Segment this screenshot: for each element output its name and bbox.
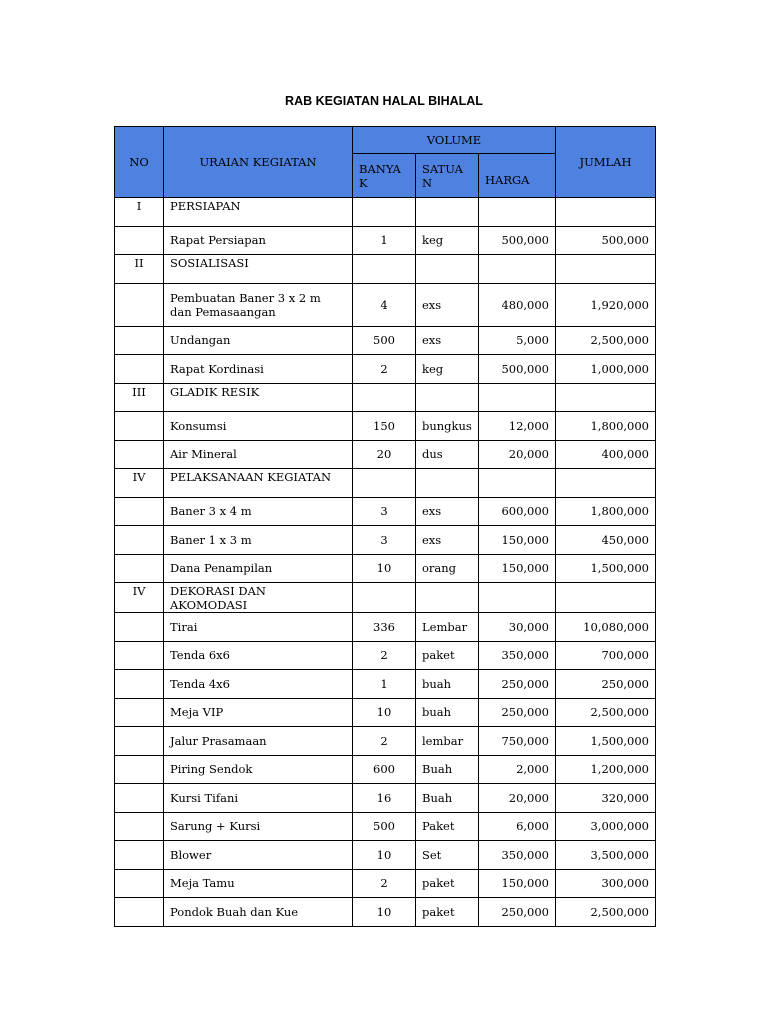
banyak-cell: 1 (353, 670, 416, 699)
satuan-cell (416, 469, 479, 498)
uraian-cell: Dana Penampilan (164, 554, 353, 583)
table-row (115, 554, 656, 583)
table-row (115, 526, 656, 555)
satuan-cell (416, 583, 479, 613)
harga-cell: 20,000 (479, 784, 556, 813)
satuan-cell: Paket (416, 812, 479, 841)
banyak-cell: 150 (353, 412, 416, 441)
table-row (115, 355, 656, 384)
row-no-cell: IV (115, 469, 164, 498)
banyak-cell: 10 (353, 898, 416, 927)
banyak-cell: 4 (353, 283, 416, 326)
harga-cell: 500,000 (479, 226, 556, 255)
row-no-cell: I (115, 198, 164, 227)
banyak-cell: 1 (353, 226, 416, 255)
section-row (115, 583, 656, 613)
jumlah-cell: 1,800,000 (556, 412, 656, 441)
table-row (115, 841, 656, 870)
row-no-cell (115, 355, 164, 384)
uraian-cell: Meja VIP (164, 698, 353, 727)
uraian-cell: PELAKSANAAN KEGIATAN (164, 469, 353, 498)
uraian-cell: Air Mineral (164, 440, 353, 469)
satuan-cell: buah (416, 698, 479, 727)
uraian-cell: Piring Sendok (164, 755, 353, 784)
jumlah-cell: 1,500,000 (556, 727, 656, 756)
harga-cell: 6,000 (479, 812, 556, 841)
row-no-cell (115, 440, 164, 469)
header-satuan: SATUA N (416, 154, 479, 198)
banyak-cell: 2 (353, 869, 416, 898)
harga-cell: 2,000 (479, 755, 556, 784)
table-row (115, 727, 656, 756)
banyak-cell: 10 (353, 841, 416, 870)
table-row (115, 812, 656, 841)
satuan-cell: Set (416, 841, 479, 870)
row-no-cell (115, 641, 164, 670)
table-row (115, 412, 656, 441)
table-row (115, 613, 656, 642)
satuan-cell: Buah (416, 755, 479, 784)
banyak-cell: 2 (353, 641, 416, 670)
table-row (115, 869, 656, 898)
satuan-cell (416, 198, 479, 227)
banyak-cell: 16 (353, 784, 416, 813)
harga-cell: 20,000 (479, 440, 556, 469)
harga-cell: 250,000 (479, 670, 556, 699)
jumlah-cell: 2,500,000 (556, 698, 656, 727)
uraian-cell: Undangan (164, 326, 353, 355)
header-jumlah: JUMLAH (556, 127, 656, 198)
jumlah-cell: 320,000 (556, 784, 656, 813)
jumlah-cell: 1,920,000 (556, 283, 656, 326)
jumlah-cell: 500,000 (556, 226, 656, 255)
uraian-cell: Baner 3 x 4 m (164, 497, 353, 526)
banyak-cell (353, 198, 416, 227)
jumlah-cell: 250,000 (556, 670, 656, 699)
satuan-cell: keg (416, 226, 479, 255)
banyak-cell: 20 (353, 440, 416, 469)
uraian-cell: PERSIAPAN (164, 198, 353, 227)
satuan-cell: exs (416, 497, 479, 526)
jumlah-cell (556, 583, 656, 613)
table-row (115, 641, 656, 670)
uraian-cell: Tenda 6x6 (164, 641, 353, 670)
banyak-cell: 2 (353, 355, 416, 384)
harga-cell (479, 383, 556, 412)
harga-cell: 500,000 (479, 355, 556, 384)
row-no-cell (115, 670, 164, 699)
uraian-cell: Rapat Kordinasi (164, 355, 353, 384)
table-header (115, 127, 656, 198)
harga-cell: 5,000 (479, 326, 556, 355)
banyak-cell: 336 (353, 613, 416, 642)
satuan-cell: keg (416, 355, 479, 384)
row-no-cell (115, 554, 164, 583)
harga-cell: 150,000 (479, 554, 556, 583)
table-body (115, 198, 656, 927)
harga-cell: 480,000 (479, 283, 556, 326)
row-no-cell (115, 526, 164, 555)
uraian-cell: Baner 1 x 3 m (164, 526, 353, 555)
jumlah-cell: 400,000 (556, 440, 656, 469)
satuan-cell: Buah (416, 784, 479, 813)
jumlah-cell: 3,500,000 (556, 841, 656, 870)
uraian-cell: Pondok Buah dan Kue (164, 898, 353, 927)
row-no-cell (115, 326, 164, 355)
uraian-cell: SOSIALISASI (164, 255, 353, 284)
row-no-cell: IV (115, 583, 164, 613)
banyak-cell: 500 (353, 812, 416, 841)
row-no-cell (115, 784, 164, 813)
table-row (115, 898, 656, 927)
banyak-cell: 2 (353, 727, 416, 756)
satuan-cell: exs (416, 526, 479, 555)
satuan-cell: Lembar (416, 613, 479, 642)
jumlah-cell (556, 255, 656, 284)
satuan-cell: buah (416, 670, 479, 699)
harga-cell: 750,000 (479, 727, 556, 756)
jumlah-cell: 2,500,000 (556, 898, 656, 927)
document-title: RAB KEGIATAN HALAL BIHALAL (285, 94, 483, 108)
row-no-cell (115, 898, 164, 927)
jumlah-cell: 1,200,000 (556, 755, 656, 784)
banyak-cell (353, 383, 416, 412)
table-row (115, 226, 656, 255)
uraian-cell: Jalur Prasamaan (164, 727, 353, 756)
jumlah-cell: 300,000 (556, 869, 656, 898)
jumlah-cell: 450,000 (556, 526, 656, 555)
jumlah-cell: 10,080,000 (556, 613, 656, 642)
uraian-cell: Tirai (164, 613, 353, 642)
section-row (115, 198, 656, 227)
satuan-cell: lembar (416, 727, 479, 756)
row-no-cell (115, 841, 164, 870)
banyak-cell: 600 (353, 755, 416, 784)
harga-cell: 250,000 (479, 698, 556, 727)
row-no-cell (115, 727, 164, 756)
harga-cell (479, 198, 556, 227)
satuan-cell (416, 255, 479, 284)
harga-cell (479, 469, 556, 498)
header-harga: HARGA (479, 154, 556, 198)
row-no-cell: III (115, 383, 164, 412)
table-row (115, 784, 656, 813)
uraian-cell: Konsumsi (164, 412, 353, 441)
row-no-cell (115, 497, 164, 526)
harga-cell: 12,000 (479, 412, 556, 441)
table-row (115, 497, 656, 526)
jumlah-cell: 3,000,000 (556, 812, 656, 841)
satuan-cell: exs (416, 326, 479, 355)
harga-cell: 350,000 (479, 641, 556, 670)
banyak-cell: 10 (353, 698, 416, 727)
satuan-cell: paket (416, 641, 479, 670)
uraian-cell: GLADIK RESIK (164, 383, 353, 412)
table-row (115, 755, 656, 784)
harga-cell: 150,000 (479, 869, 556, 898)
jumlah-cell (556, 383, 656, 412)
banyak-cell (353, 583, 416, 613)
harga-cell: 150,000 (479, 526, 556, 555)
header-no: NO (115, 127, 164, 198)
banyak-cell (353, 469, 416, 498)
harga-cell (479, 255, 556, 284)
section-row (115, 383, 656, 412)
section-row (115, 469, 656, 498)
jumlah-cell (556, 198, 656, 227)
satuan-cell: paket (416, 898, 479, 927)
harga-cell (479, 583, 556, 613)
satuan-cell: dus (416, 440, 479, 469)
satuan-cell: orang (416, 554, 479, 583)
banyak-cell: 3 (353, 497, 416, 526)
satuan-cell: bungkus (416, 412, 479, 441)
jumlah-cell: 1,800,000 (556, 497, 656, 526)
budget-table (114, 126, 656, 927)
row-no-cell (115, 283, 164, 326)
header-uraian: URAIAN KEGIATAN (164, 127, 353, 198)
header-volume: VOLUME (353, 127, 556, 154)
table-row (115, 670, 656, 699)
jumlah-cell (556, 469, 656, 498)
satuan-cell: paket (416, 869, 479, 898)
harga-cell: 250,000 (479, 898, 556, 927)
satuan-cell (416, 383, 479, 412)
harga-cell: 350,000 (479, 841, 556, 870)
uraian-cell: DEKORASI DAN AKOMODASI (164, 583, 353, 613)
uraian-cell: Blower (164, 841, 353, 870)
uraian-cell: Kursi Tifani (164, 784, 353, 813)
harga-cell: 30,000 (479, 613, 556, 642)
jumlah-cell: 1,000,000 (556, 355, 656, 384)
row-no-cell (115, 698, 164, 727)
row-no-cell (115, 226, 164, 255)
table-row (115, 326, 656, 355)
banyak-cell (353, 255, 416, 284)
row-no-cell (115, 812, 164, 841)
section-row (115, 255, 656, 284)
row-no-cell: II (115, 255, 164, 284)
table-row (115, 283, 656, 326)
row-no-cell (115, 755, 164, 784)
row-no-cell (115, 869, 164, 898)
banyak-cell: 3 (353, 526, 416, 555)
uraian-cell: Rapat Persiapan (164, 226, 353, 255)
jumlah-cell: 1,500,000 (556, 554, 656, 583)
table-row (115, 698, 656, 727)
banyak-cell: 10 (353, 554, 416, 583)
uraian-cell: Tenda 4x6 (164, 670, 353, 699)
row-no-cell (115, 412, 164, 441)
jumlah-cell: 2,500,000 (556, 326, 656, 355)
harga-cell: 600,000 (479, 497, 556, 526)
uraian-cell: Pembuatan Baner 3 x 2 m dan Pemasaangan (164, 283, 353, 326)
jumlah-cell: 700,000 (556, 641, 656, 670)
banyak-cell: 500 (353, 326, 416, 355)
row-no-cell (115, 613, 164, 642)
table-row (115, 440, 656, 469)
satuan-cell: exs (416, 283, 479, 326)
uraian-cell: Sarung + Kursi (164, 812, 353, 841)
uraian-cell: Meja Tamu (164, 869, 353, 898)
header-banyak: BANYA K (353, 154, 416, 198)
